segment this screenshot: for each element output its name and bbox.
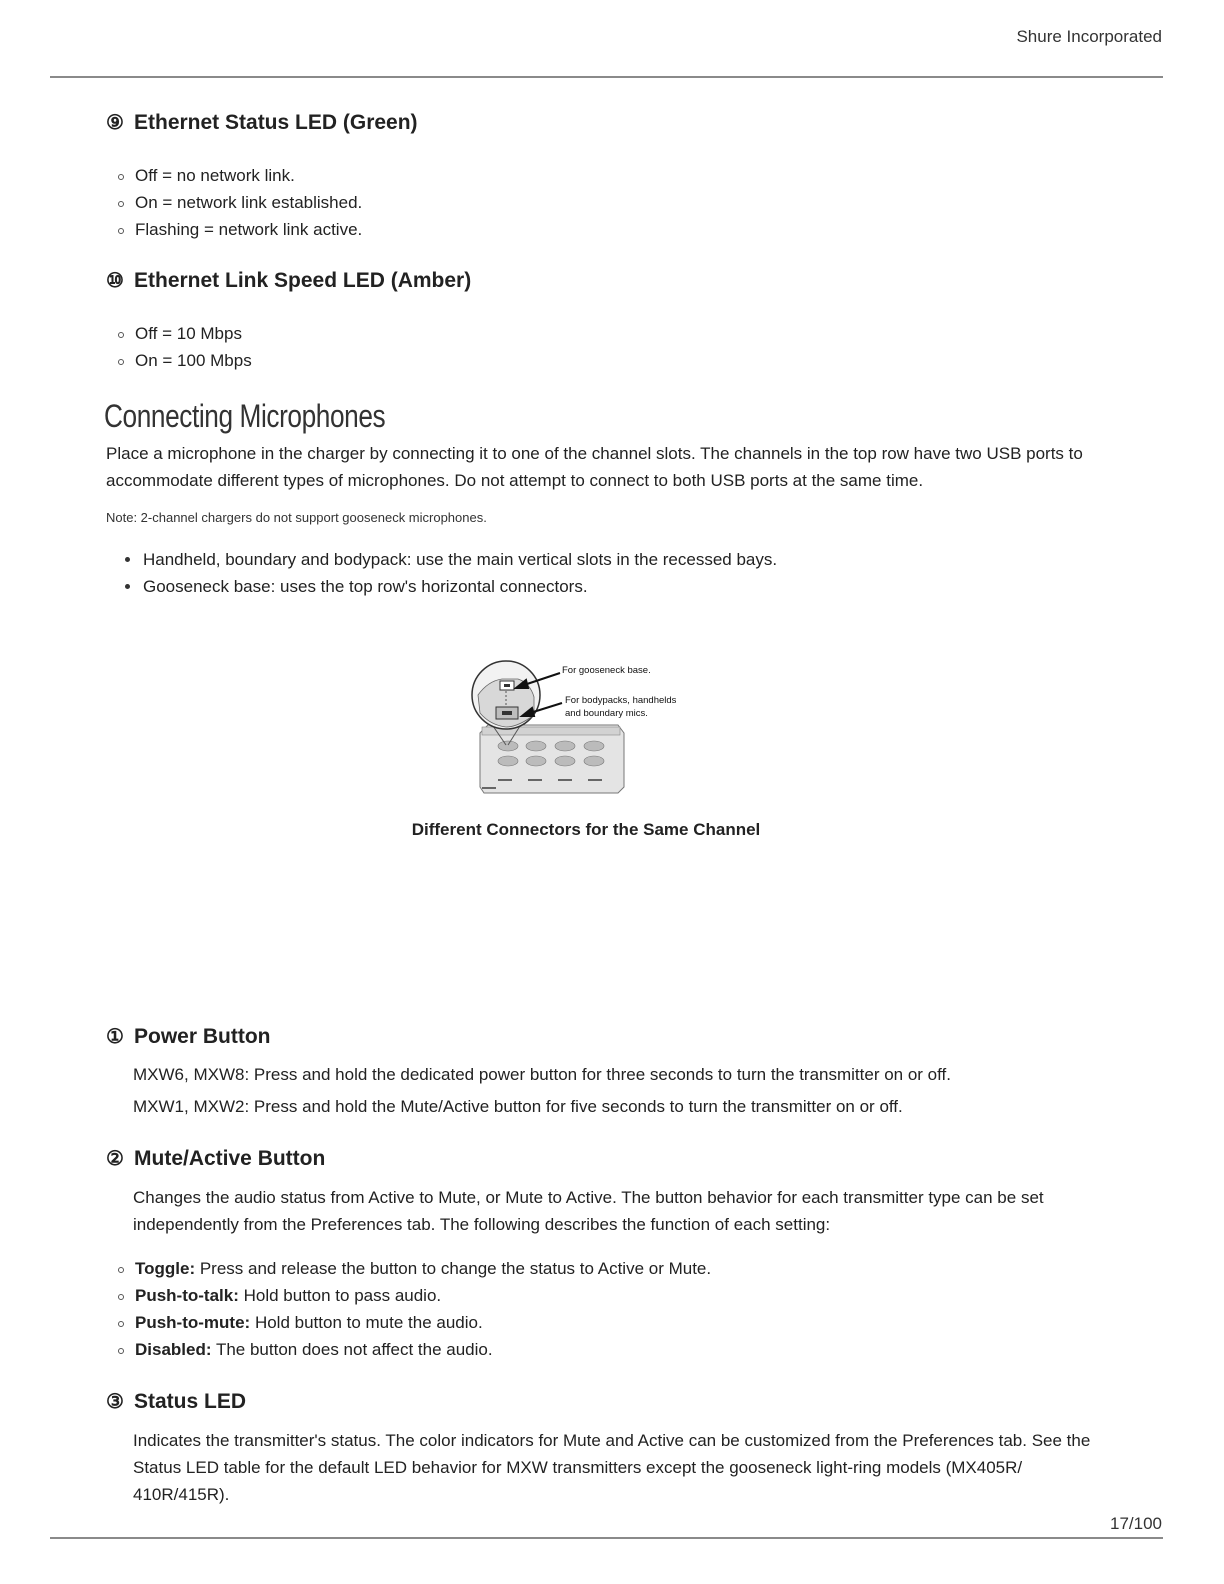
connecting-paragraph: Place a microphone in the charger by connecting it to one of the channel slots. The channels in the top row have two USB ports to accommodate different types of microphones. Do not attempt to connect to both USB ports at the same time. xyxy=(106,444,1083,490)
list-item: Gooseneck base: uses the top row's horizontal connectors. xyxy=(106,573,777,600)
heading-number: ③ xyxy=(106,1391,124,1413)
list-item: Off = 10 Mbps xyxy=(106,320,252,347)
note: Note: 2-channel chargers do not support gooseneck microphones. xyxy=(106,510,487,525)
heading-ethernet-status xyxy=(106,110,418,135)
heading-text: Status LED xyxy=(134,1389,247,1413)
charger-figure xyxy=(468,655,698,795)
term: Toggle: xyxy=(135,1259,196,1278)
heading-text: Ethernet Link Speed LED (Amber) xyxy=(134,268,472,292)
header-rule xyxy=(50,76,1163,78)
description: Press and release the button to change the status to Active or Mute. xyxy=(195,1259,712,1278)
list-item xyxy=(106,1309,711,1336)
term: Push-to-talk: xyxy=(135,1286,239,1305)
description: Hold button to pass audio. xyxy=(238,1286,442,1305)
ethernet-speed-list xyxy=(106,320,252,374)
description: The button does not affect the audio. xyxy=(211,1340,493,1359)
heading-ethernet-speed xyxy=(106,268,471,293)
description: Hold button to mute the audio. xyxy=(250,1313,483,1332)
term: Push-to-mute: xyxy=(135,1313,251,1332)
mute-settings-list xyxy=(106,1255,711,1363)
list-item xyxy=(106,1282,711,1309)
figure-label-bodypack-line1: For bodypacks, handhelds xyxy=(565,695,677,706)
footer-rule xyxy=(50,1537,1163,1539)
heading-number: ⑨ xyxy=(106,112,124,134)
list-item xyxy=(106,1255,711,1282)
list-item: On = network link established. xyxy=(106,189,362,216)
ethernet-status-list xyxy=(106,162,362,243)
power-line-1: MXW6, MXW8: Press and hold the dedicated power button for three seconds to turn the transmitter on or off. xyxy=(133,1065,951,1084)
heading-power-button xyxy=(106,1024,271,1049)
heading-text: Power Button xyxy=(134,1024,271,1048)
list-item xyxy=(106,1336,711,1363)
list-item: Handheld, boundary and bodypack: use the main vertical slots in the recessed bays. xyxy=(106,546,777,573)
section-title: Connecting Microphones xyxy=(104,398,386,434)
figure-caption: Different Connectors for the Same Channel xyxy=(411,820,761,839)
list-item: Flashing = network link active. xyxy=(106,216,362,243)
heading-status-led xyxy=(106,1389,246,1414)
header-company: Shure Incorporated xyxy=(1016,27,1162,46)
heading-number: ① xyxy=(106,1026,124,1048)
list-item: Off = no network link. xyxy=(106,162,362,189)
figure-label-gooseneck: For gooseneck base. xyxy=(562,665,651,676)
heading-number: ⑩ xyxy=(106,270,124,292)
page-number: 17/100 xyxy=(1110,1514,1162,1533)
mute-paragraph: Changes the audio status from Active to Mute, or Mute to Active. The button behavior for each transmitter type can be set independently from the Preferences tab. The following describes the function of each setting: xyxy=(133,1188,1044,1234)
status-led-paragraph: Indicates the transmitter's status. The color indicators for Mute and Active can be customized from the Preferences tab. See the Status LED table for the default LED behavior for MXW transmitters except the gooseneck light-ring models (MX405R/ 410R/415R). xyxy=(133,1431,1091,1504)
list-item: On = 100 Mbps xyxy=(106,347,252,374)
heading-mute-button xyxy=(106,1146,325,1171)
term: Disabled: xyxy=(135,1340,212,1359)
charger-body-illustration xyxy=(480,725,624,793)
power-line-2: MXW1, MXW2: Press and hold the Mute/Active button for five seconds to turn the transmitter on or off. xyxy=(133,1097,903,1116)
connecting-list xyxy=(106,546,777,600)
heading-text: Mute/Active Button xyxy=(134,1146,326,1170)
heading-number: ② xyxy=(106,1148,124,1170)
heading-text: Ethernet Status LED (Green) xyxy=(134,110,418,134)
figure-label-bodypack-line2: and boundary mics. xyxy=(565,708,648,719)
